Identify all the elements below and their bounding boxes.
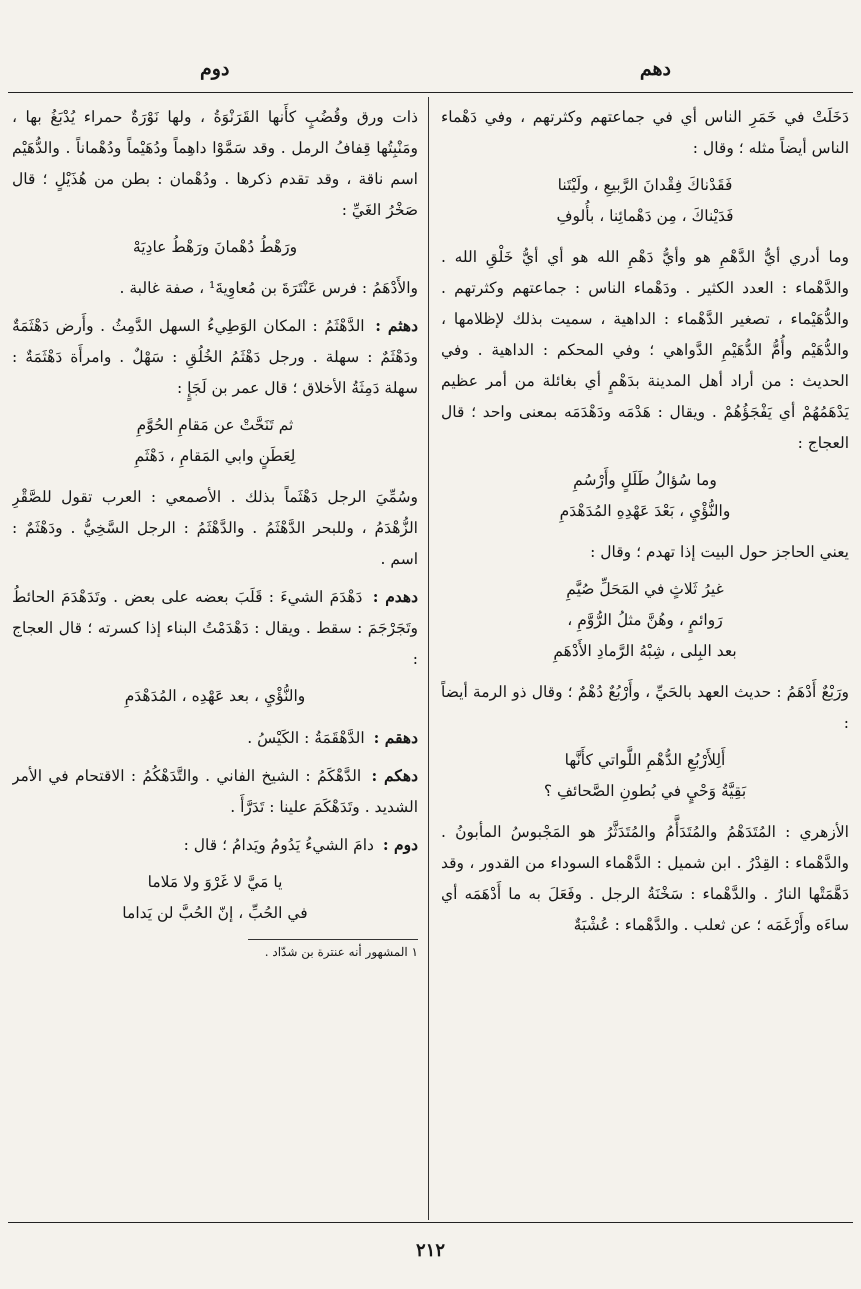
- entry-text: دَهْدَمَ الشيءَ : قَلَبَ بعضه على بعض . وتَدَهْدَمَ الحائطُ وتَجَرْجَمَ : سقط . ويقال : دَهْدَمْتُ البناء إذا كسرته ؛ قال العجاج :: [12, 588, 418, 668]
- verse-line: والنُّؤْيِ ، بَعْدَ عَهْدِهِ المُدَهْدَمِ: [559, 502, 731, 520]
- verse-line: وما سُؤالُ طَلَلٍ وأَرْسُمِ: [573, 471, 717, 489]
- right-paragraph-5: الأزهري : المُتَدَهْمُ والمُتَدَأَّمُ والمُتَدَثَّرُ هو المَجْبوسُ المأبونُ . والدَّهْماء : القِدْرُ . ابن شميل : الدَّهْماء السوداء من القدور ، وقد دَهَّمَتْها النارُ . والدَّهْماء : سَخْنَةُ الرجل . وفَعَلَ به ما أَدْهَمَه أي ساءَه وأَرْغَمَه ؛ عن ثعلب . والدَّهْماء : عُشْبَةٌ: [441, 823, 849, 934]
- verse-line: فَقَدْناكَ فِقْدانَ الرَّبيعِ ، ولَيْتَنا: [557, 176, 733, 194]
- left-paragraph-2: والأَدْهَمُ : فرس عَنْتَرَةَ بن مُعاوِيةَ¹ ، صفة غالبة .: [119, 279, 418, 297]
- running-head-left: دوم: [200, 58, 230, 80]
- column-divider: [428, 97, 429, 1220]
- root-word: دهقم :: [373, 728, 418, 747]
- root-word: دهكم :: [371, 766, 418, 785]
- bottom-rule: [8, 1222, 853, 1223]
- page-number: ٢١٢: [415, 1240, 445, 1261]
- right-paragraph-3: يعني الحاجز حول البيت إذا تهدم ؛ وقال :: [590, 543, 849, 561]
- right-paragraph-4: ورَبْعٌ أَدْهَمُ : حديث العهد بالحَيِّ ، وأَرْبُعٌ دُهْمٌ ؛ وقال ذو الرمة أيضاً :: [441, 683, 849, 732]
- entry-dahqam: [12, 722, 418, 754]
- entry-dahtham: [12, 310, 418, 404]
- verse-line: ثم تَنَحَّتْ عن مَقامِ الحُوَّمِ: [136, 416, 294, 434]
- entry-dahkam: [12, 760, 418, 823]
- entry-text: الدَّهْقَمَةُ : الكَيْسُ .: [247, 729, 365, 747]
- entry-dawm: [12, 829, 418, 861]
- running-head-right: دهم: [639, 58, 671, 80]
- top-rule: [8, 92, 853, 93]
- left-paragraph-3: وسُمِّيَ الرجل دَهْثَماً بذلك . الأصمعي : العرب تقول للصَّقْرِ الزُّهْدَمُ ، وللبحر الدَّهْثَمُ . والدَّهْثَمُ : الرجل السَّخِيُّ . ودَهْثَمٌ : اسم .: [12, 488, 418, 568]
- right-verse-2: [441, 465, 849, 527]
- left-verse-1: [12, 232, 418, 263]
- left-paragraph-1: ذات ورق وقُضُبٍ كأَنها القَرَنْوَةُ ، ولها نَوْرَةٌ حمراء يُدْبَغُ بها ، ومَنْبِتُها قِفافُ الرمل . وقد سَمَّوْا داهِماً ودُهَيْماً ودُهْماناً . والدُّهَيْم اسم ناقة ، وقد تقدم ذكرها . ودُهْمان : بطن من هُذَيْلٍ ؛ قال صَخْرُ الغَيِّ :: [12, 108, 418, 219]
- entry-text: الدَّهْكَمُ : الشيخ الفاني . والتَّدَهْكُمُ : الاقتحام في الأمر الشديد . وتَدَهْكَمَ علينا : تَدَرَّأَ .: [12, 767, 418, 816]
- verse-line: بَقِيَّةُ وَحْيٍ في بُطونِ الصَّحائفِ ؟: [543, 782, 747, 800]
- right-column: [441, 102, 849, 1217]
- verse-line: لِعَطَنٍ وابي المَقامِ ، دَهْثَمِ: [134, 447, 296, 465]
- left-verse-3: [12, 681, 418, 712]
- right-verse-4: [441, 745, 849, 807]
- verse-line: غيرُ ثَلاثٍ في المَحَلِّ صُيَّمِ: [566, 580, 724, 598]
- left-column: [12, 102, 418, 1217]
- root-word: دهثم :: [375, 316, 418, 335]
- right-verse-1: [441, 170, 849, 232]
- right-paragraph-1: دَخَلَتْ في خَمَرِ الناس أي في جماعتهم وكثرتهم ، وفي دَهْماء الناس أيضاً مثله ؛ وقال :: [441, 108, 849, 157]
- verse-line: في الحُبِّ ، إنّ الحُبَّ لن يَداما: [122, 904, 308, 922]
- verse-line: رَوائمٍ ، وهُنَّ مثلُ الرُّوَّمِ ،: [567, 611, 723, 629]
- left-verse-4: [12, 867, 418, 929]
- right-verse-3: [441, 574, 849, 667]
- verse-line: بعد البِلى ، شِبْهُ الرَّمادِ الأَدْهَمِ: [553, 642, 737, 660]
- verse-line: فَدَيْناكَ ، مِن دَهْمائِنا ، بأُلوفِ: [556, 207, 734, 225]
- footnote-rule: [248, 939, 418, 940]
- footnote: ١ المشهور أنه عنترة بن شدّاد .: [264, 945, 418, 959]
- verse-line: يا مَيَّ لا غَرْوَ ولا مَلاما: [147, 873, 283, 891]
- entry-text: الدَّهْثَمُ : المكان الوَطِيءُ السهل الدَّمِثُ . وأَرض دَهْثَمَةٌ ودَهْثَمٌ : سهلة . ورجل دَهْثَمُ الخُلُقِ : سَهْلٌ . وامرأَة دَهْثَمَةٌ : سهلة دَمِثَةُ الأخلاق ؛ قال عمر بن لَجَإٍ :: [12, 317, 418, 397]
- right-paragraph-2: وما أدري أيُّ الدَّهْمِ هو وأيُّ دَهْمِ الله هو أي أيُّ خَلْقِ الله . والدَّهْماء : العدد الكثير . ودَهْماء الناس : جماعتهم وكثرتهم . والدُّهَيْماء ، تصغير الدَّهْماء : الداهية ، سميت بذلك لإظلامها ، والدُّهَيْم وأُمُّ الدُّهَيْمِ الدَّواهي ؛ وفي المحكم : الداهية . وفي الحديث : من أراد أهل المدينة بدَهْمٍ أي بغائلة من أمر عظيم يَدْهَمُهُمْ أي يَفْجَؤُهُمْ . ويقال : هَدْمَه ودَهْدَمَه بمعنى واحد ؛ قال العجاج :: [441, 248, 849, 452]
- verse-line: والنُّؤْيِ ، بعد عَهْدِه ، المُدَهْدَمِ: [124, 687, 306, 705]
- verse-line: أَلِلأَرْبُعِ الدُّهْمِ اللَّواتي كأَنَّها: [564, 751, 726, 769]
- root-word: دهدم :: [372, 587, 418, 606]
- entry-text: دامَ الشيءُ يَدُومُ ويَدامُ ؛ قال :: [183, 836, 374, 854]
- left-verse-2: [12, 410, 418, 472]
- root-word: دوم :: [382, 835, 418, 854]
- entry-dahdam: [12, 581, 418, 675]
- verse-line: ورَهْطُ دُهْمانَ ورَهْطُ عادِيَهْ: [132, 238, 298, 256]
